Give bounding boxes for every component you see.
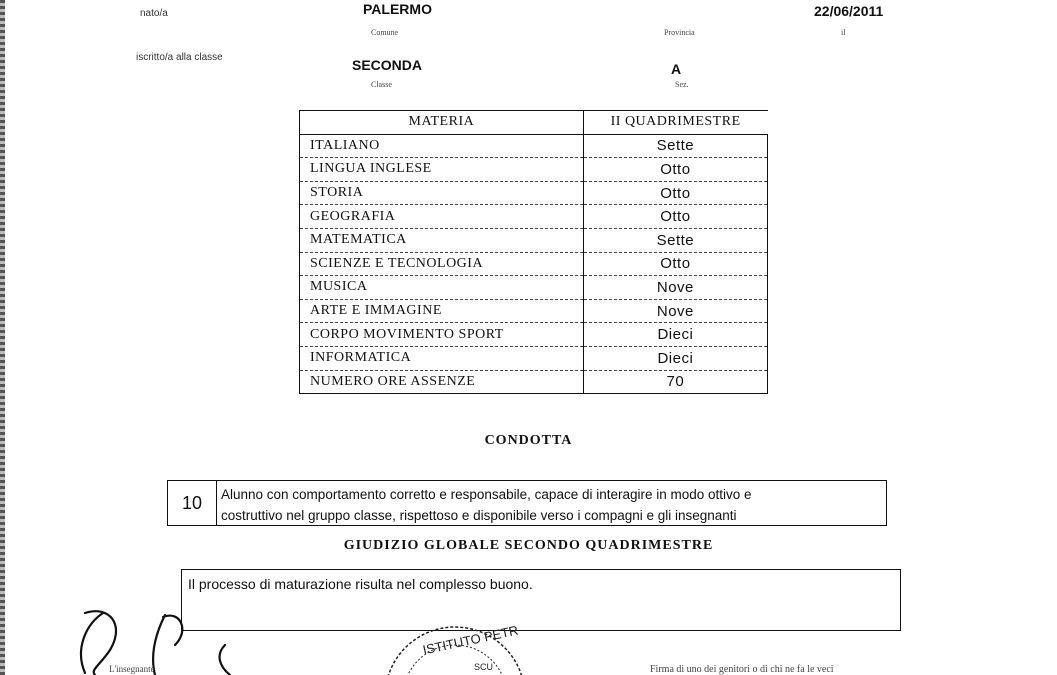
firma-label: Firma di uno dei genitori o di chi ne fa le veci xyxy=(650,664,834,675)
subject-cell: ITALIANO xyxy=(300,134,584,158)
condotta-text xyxy=(217,481,756,525)
table-row xyxy=(300,228,768,252)
subject-cell: LINGUA INGLESE xyxy=(300,158,584,182)
grade-cell: Nove xyxy=(583,276,767,300)
subject-cell: STORIA xyxy=(300,181,584,205)
condotta-line-1: Alunno con comportamento corretto e responsabile, capace di interagire in modo ottivo e xyxy=(221,487,752,502)
scan-edge xyxy=(0,0,5,675)
stamp-sub: SCU xyxy=(474,662,494,672)
grade-cell: Sette xyxy=(583,228,767,252)
grade-cell: 70 xyxy=(583,370,767,394)
sezione-value: A xyxy=(671,61,682,77)
insegnante-label: L'insegnante xyxy=(109,664,155,674)
grade-cell: Otto xyxy=(583,252,767,276)
giudizio-box xyxy=(181,569,901,631)
grade-cell: Otto xyxy=(583,181,767,205)
table-row xyxy=(300,181,768,205)
table-row xyxy=(300,370,768,394)
subject-cell: INFORMATICA xyxy=(300,346,584,370)
il-label: il xyxy=(841,28,846,37)
nato-label: nato/a xyxy=(140,8,168,19)
grade-cell: Dieci xyxy=(583,323,767,347)
col-subject-header: MATERIA xyxy=(300,111,584,135)
table-row xyxy=(300,276,768,300)
sez-label: Sez. xyxy=(675,80,689,89)
grade-cell: Dieci xyxy=(583,346,767,370)
table-row xyxy=(300,323,768,347)
subject-cell: MATEMATICA xyxy=(300,228,584,252)
subject-cell: GEOGRAFIA xyxy=(300,205,584,229)
subject-cell: ARTE E IMMAGINE xyxy=(300,299,584,323)
condotta-box xyxy=(167,480,887,526)
grade-cell: Otto xyxy=(583,158,767,182)
condotta-title: CONDOTTA xyxy=(484,433,573,448)
iscritto-label: iscritto/a alla classe xyxy=(136,52,223,63)
giudizio-text: Il processo di maturazione risulta nel complesso buono. xyxy=(188,576,533,592)
school-stamp xyxy=(380,622,530,675)
signature-scribble xyxy=(55,605,255,675)
grade-cell: Sette xyxy=(583,134,767,158)
stamp-text: ISTITUTO PETR xyxy=(421,622,520,658)
table-row xyxy=(300,205,768,229)
subject-cell: NUMERO ORE ASSENZE xyxy=(300,370,584,394)
subject-cell: SCIENZE E TECNOLOGIA xyxy=(300,252,584,276)
subject-cell: MUSICA xyxy=(300,276,584,300)
grades-table xyxy=(299,110,768,394)
table-row xyxy=(300,299,768,323)
grade-cell: Otto xyxy=(583,205,767,229)
table-row xyxy=(300,346,768,370)
giudizio-title: GIUDIZIO GLOBALE SECONDO QUADRIMESTRE xyxy=(343,538,714,553)
condotta-grade: 10 xyxy=(168,481,217,525)
comune-label: Comune xyxy=(371,28,399,37)
grade-cell: Nove xyxy=(583,299,767,323)
city-value: PALERMO xyxy=(363,1,432,17)
subject-cell: CORPO MOVIMENTO SPORT xyxy=(300,323,584,347)
col-term-header: II QUADRIMESTRE xyxy=(583,111,767,135)
date-value: 22/06/2011 xyxy=(814,3,884,19)
table-row xyxy=(300,252,768,276)
condotta-line-2: costruttivo nel gruppo classe, rispettoso e disponibile verso i compagni e gli insegnanti xyxy=(221,508,737,523)
table-row xyxy=(300,134,768,158)
table-row xyxy=(300,158,768,182)
classe-value: SECONDA xyxy=(352,57,423,73)
grades-header-row xyxy=(300,111,768,135)
provincia-label: Provincia xyxy=(664,28,695,37)
classe-label: Classe xyxy=(371,80,392,89)
